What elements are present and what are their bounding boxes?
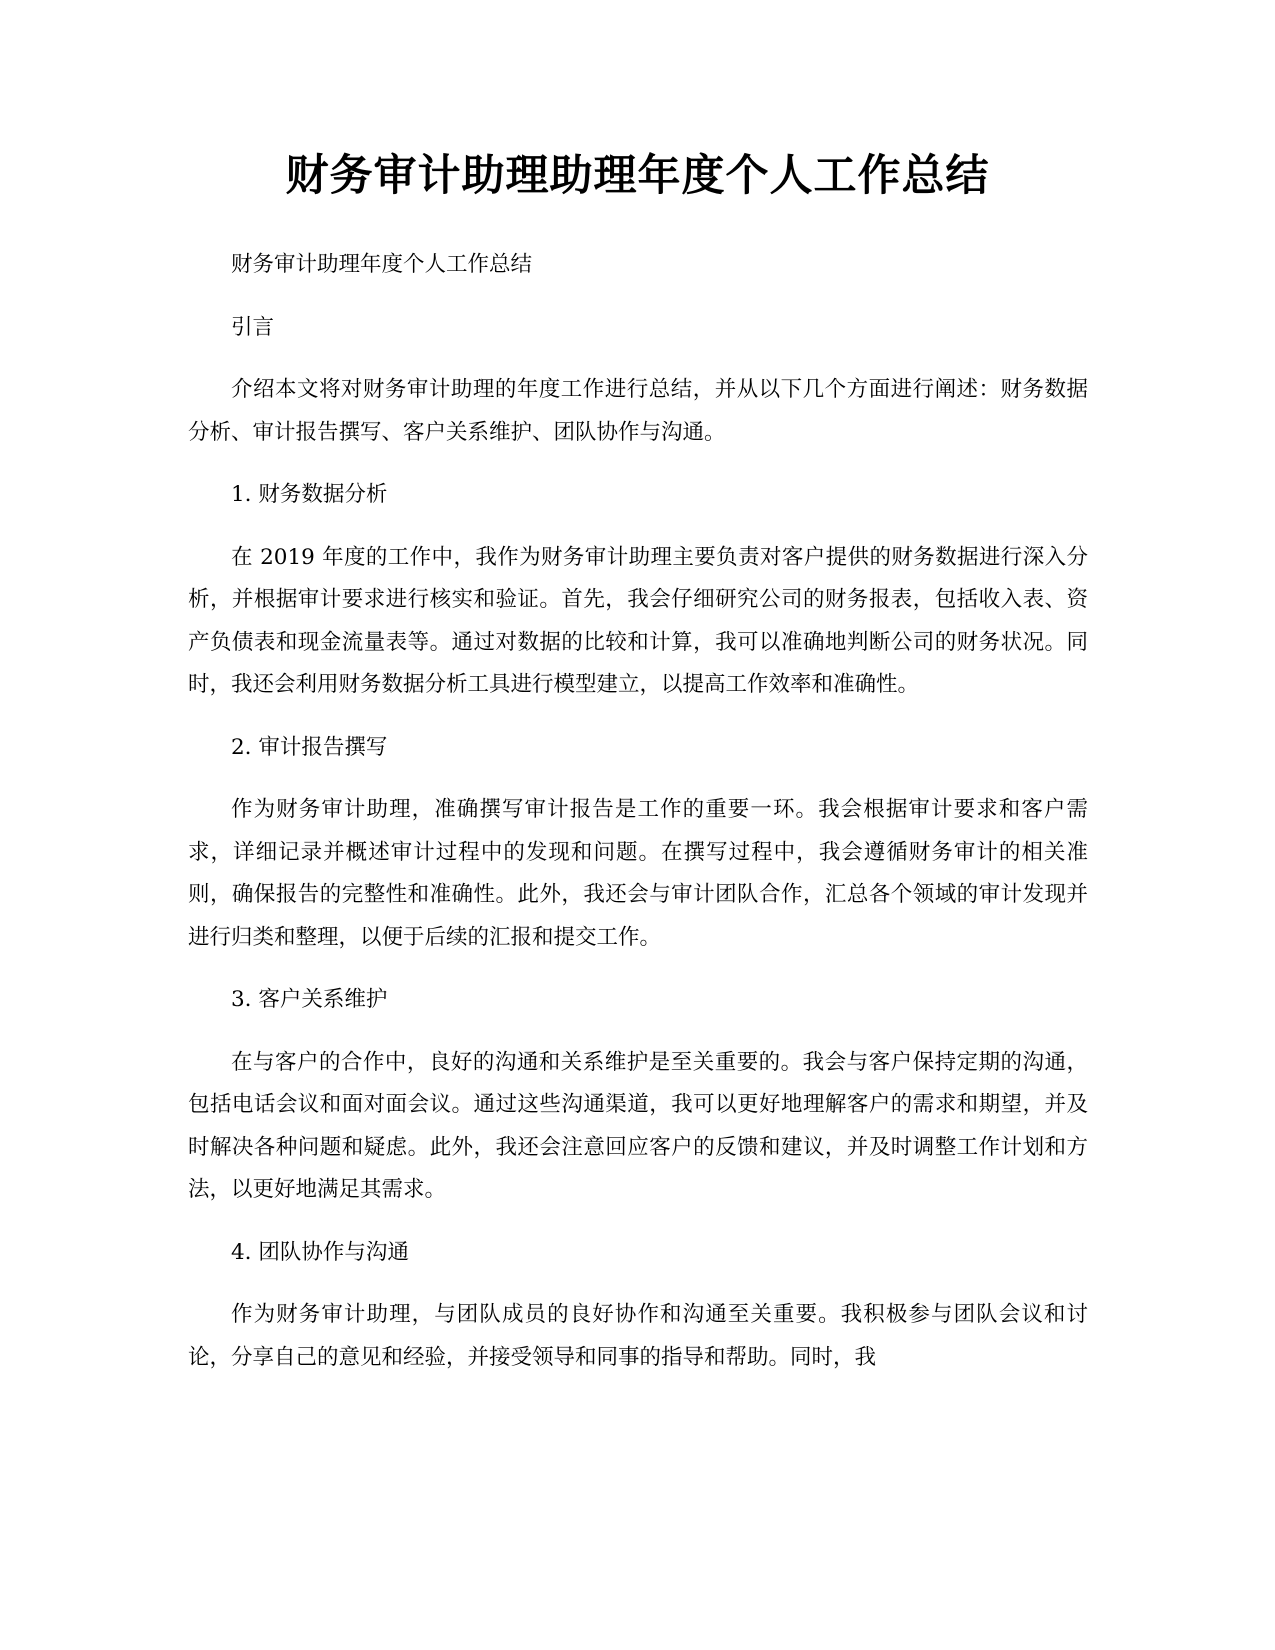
section-heading-2: 2. 审计报告撰写 xyxy=(231,734,388,760)
document-body xyxy=(188,244,1088,1399)
intro-paragraph: 介绍本文将对财务审计助理的年度工作进行总结，并从以下几个方面进行阐述：财务数据分析、审计报告撰写、客户关系维护、团队协作与沟通。 xyxy=(188,377,1088,445)
document-title: 财务审计助理助理年度个人工作总结 xyxy=(285,151,990,201)
document-subtitle: 财务审计助理年度个人工作总结 xyxy=(231,252,533,277)
section-paragraph-2: 作为财务审计助理，准确撰写审计报告是工作的重要一环。我会根据审计要求和客户需求，详细记录并概述审计过程中的发现和问题。在撰写过程中，我会遵循财务审计的相关准则，确保报告的完整性和准确性。此外，我还会与审计团队合作，汇总各个领域的审计发现并进行归类和整理，以便于后续的汇报和提交工作。 xyxy=(188,797,1088,950)
section-heading-4: 4. 团队协作与沟通 xyxy=(231,1239,409,1265)
section-paragraph-3: 在与客户的合作中，良好的沟通和关系维护是至关重要的。我会与客户保持定期的沟通，包括电话会议和面对面会议。通过这些沟通渠道，我可以更好地理解客户的需求和期望，并及时解决各种问题和疑虑。此外，我还会注意回应客户的反馈和建议，并及时调整工作计划和方法，以更好地满足其需求。 xyxy=(188,1049,1088,1202)
section-heading-3: 3. 客户关系维护 xyxy=(231,987,388,1012)
intro-heading: 引言 xyxy=(231,314,275,340)
section-paragraph-1: 在 2019 年度的工作中，我作为财务审计助理主要负责对客户提供的财务数据进行深入分析，并根据审计要求进行核实和验证。首先，我会仔细研究公司的财务报表，包括收入表、资产负债表和现金流量表等。通过对数据的比较和计算，我可以准确地判断公司的财务状况。同时，我还会利用财务数据分析工具进行模型建立，以提高工作效率和准确性。 xyxy=(188,544,1088,697)
section-paragraph-4: 作为财务审计助理，与团队成员的良好协作和沟通至关重要。我积极参与团队会议和讨论，分享自己的意见和经验，并接受领导和同事的指导和帮助。同时，我 xyxy=(188,1302,1088,1370)
section-heading-1: 1. 财务数据分析 xyxy=(231,482,388,507)
